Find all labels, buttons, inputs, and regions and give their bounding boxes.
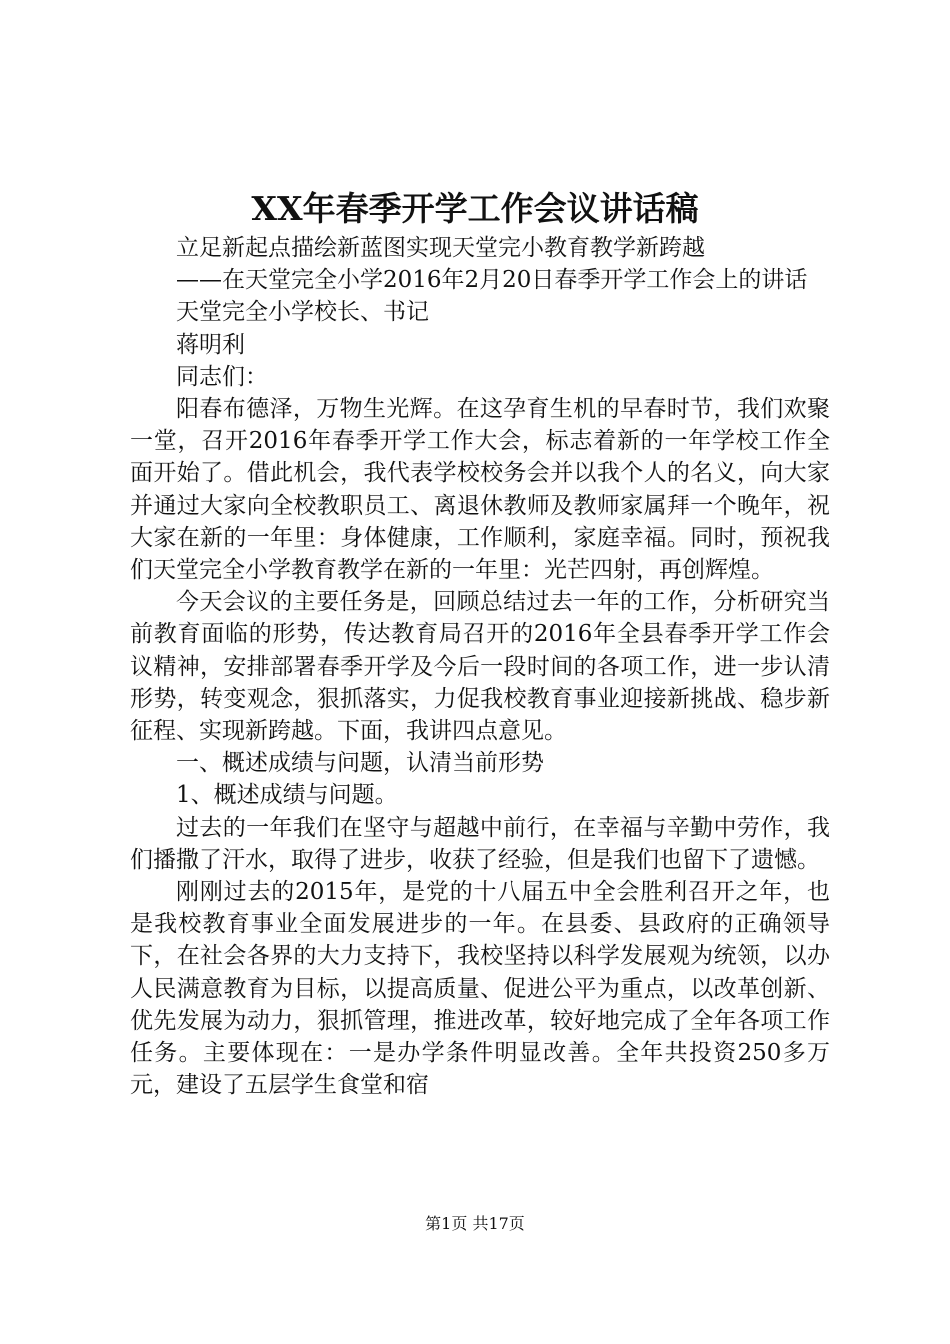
document-title: XX年春季开学工作会议讲话稿 [251,189,699,228]
subsection-heading: 1、概述成绩与问题。 [176,782,398,809]
subtitle-paragraph: 立足新起点描绘新蓝图实现天堂完小教育教学新跨越 [176,235,705,261]
section-heading: 一、概述成绩与问题，认清当前形势 [176,750,544,777]
salutation-paragraph: 同志们： [176,363,268,390]
body-paragraph: 今天会议的主要任务是，回顾总结过去一年的工作，分析研究当前教育面临的形势，传达教育局召开的2016年全县春季开学工作会议精神，安排部署春季开学及今后一段时间的各项工作，进一步认清形势，转变观念，狠抓落实，力促我校教育事业迎接新挑战、稳步新征程、实现新跨越。下面，我讲四点意见。 [130,589,830,745]
page-number-footer: 第1页 共17页 [425,1214,525,1233]
body-paragraph: 阳春布德泽，万物生光辉。在这孕育生机的早春时节，我们欢聚一堂，召开2016年春季开学工作大会，标志着新的一年学校工作全面开始了。借此机会，我代表学校校务会并以我个人的名义，向大家并通过大家向全校教职员工、离退休教师及教师家属拜一个晚年，祝大家在新的一年里：身体健康，工作顺利，家庭幸福。同时，预祝我们天堂完全小学教育教学在新的一年里：光芒四射，再创辉煌。 [130,396,830,584]
body-paragraph: 过去的一年我们在坚守与超越中前行，在幸福与辛勤中劳作，我们播撒了汗水，取得了进步，收获了经验，但是我们也留下了遗憾。 [130,814,830,873]
speaker-name-paragraph: 蒋明利 [176,331,245,358]
subtitle-occasion-paragraph: ——在天堂完全小学2016年2月20日春季开学工作会上的讲话 [176,267,808,294]
speaker-title-paragraph: 天堂完全小学校长、书记 [176,299,429,326]
body-paragraph: 刚刚过去的2015年，是党的十八届五中全会胜利召开之年，也是我校教育事业全面发展进步的一年。在县委、县政府的正确领导下，在社会各界的大力支持下，我校坚持以科学发展观为统领，以办人民满意教育为目标，以提高质量、促进公平为重点，以改革创新、优先发展为动力，狠抓管理，推进改革，较好地完成了全年各项工作任务。主要体现在：一是办学条件明显改善。全年共投资250多万元，建设了五层学生食堂和宿 [130,879,830,1099]
document-body [130,232,830,1101]
